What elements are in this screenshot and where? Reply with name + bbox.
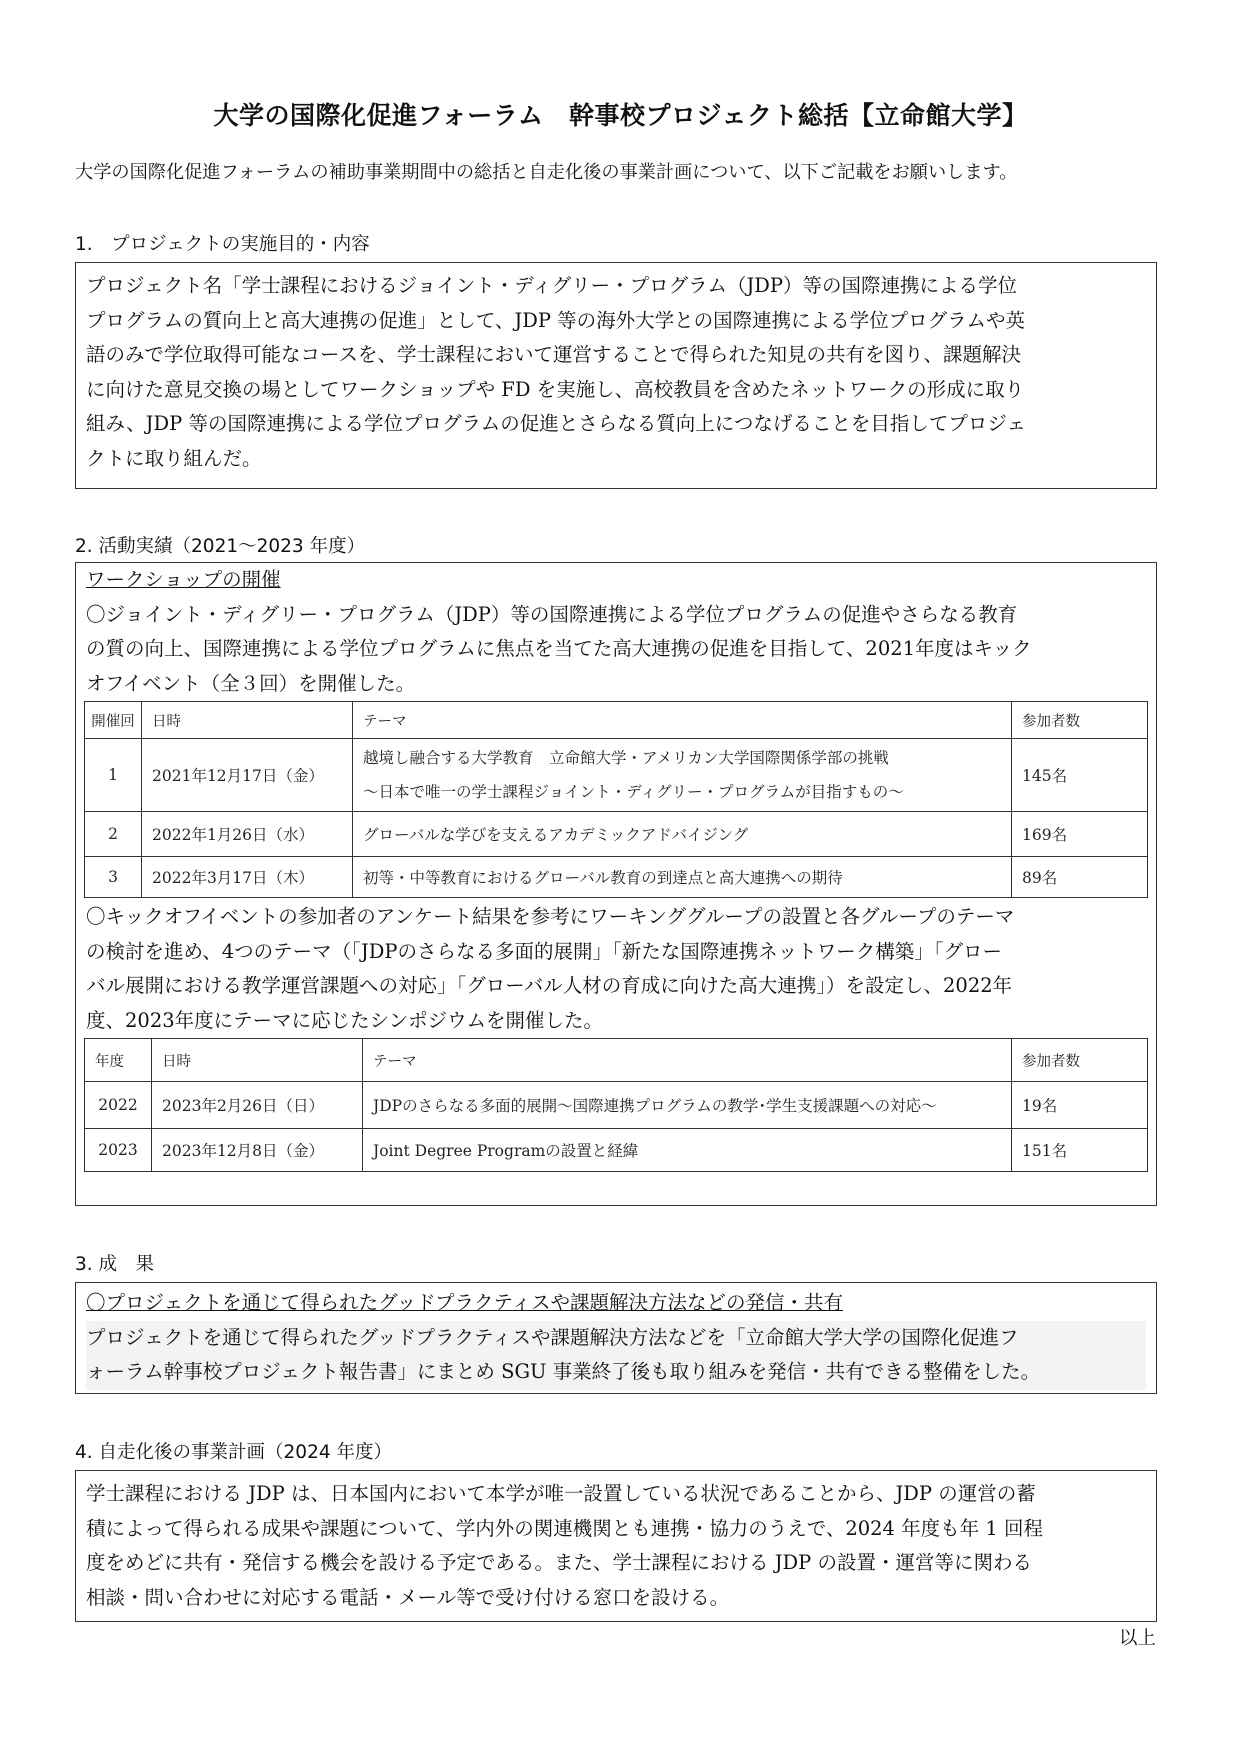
symposium-table <box>84 1038 1148 1172</box>
section-2-line: の質の向上、国際連携による学位プログラムに焦点を当てた高大連携の促進を目指して、2021年度はキック <box>86 637 1032 660</box>
section-1-line: 語のみで学位取得可能なコースを、学士課程において運営することで得られた知見の共有を図り、課題解決 <box>86 343 1022 366</box>
section-3-body <box>76 1286 1156 1390</box>
section-2-line: 度、2023年度にテーマに応じたシンポジウムを開催した。 <box>86 1008 603 1032</box>
section-2-line: 〇ジョイント・ディグリー・プログラム（JDP）等の国際連携による学位プログラムの促進やさらなる教育 <box>86 602 1018 626</box>
section-2-heading: 2. 活動実績（2021～2023 年度） <box>75 536 366 557</box>
section-4-line: 積によって得られる成果や課題について、学内外の関連機関とも連携・協力のうえで、2024 年度も年 1 回程 <box>86 1516 1043 1540</box>
table-header-cell: 参加者数 <box>1012 702 1148 739</box>
symposium-date: 2023年2月26日（日） <box>152 1082 363 1129</box>
event-number: 1 <box>85 739 142 812</box>
table-header-cell: 開催回 <box>85 702 142 739</box>
event-theme <box>353 739 1012 812</box>
section-1-line: クトに取り組んだ。 <box>86 446 262 470</box>
symposium-attendance: 19名 <box>1012 1082 1148 1129</box>
table-header-cell: テーマ <box>353 702 1012 739</box>
table-row <box>85 1082 1148 1129</box>
table-row <box>85 739 1148 812</box>
table-header-cell: 日時 <box>142 702 353 739</box>
section-3-box <box>75 1282 1157 1394</box>
event-attendance: 169名 <box>1012 812 1148 857</box>
workshop-subheading: ワークショップの開催 <box>86 568 281 591</box>
results-subheading: 〇プロジェクトを通じて得られたグッドプラクティスや課題解決方法などの発信・共有 <box>86 1291 843 1314</box>
section-2-line: 〇キックオフイベントの参加者のアンケート結果を参考にワーキンググループの設置と各グループのテーマ <box>86 905 1015 928</box>
section-1-heading: 1. プロジェクトの実施目的・内容 <box>75 234 370 255</box>
event-theme-line: 越境し融合する大学教育 立命館大学・アメリカン大学国際関係学部の挑戦 <box>363 749 889 767</box>
section-4-heading: 4. 自走化後の事業計画（2024 年度） <box>75 1442 392 1463</box>
section-4-box <box>75 1470 1157 1622</box>
section-1-line: プログラムの質向上と高大連携の促進」として、JDP 等の海外大学との国際連携による学位プログラムや英 <box>86 308 1025 332</box>
event-number: 2 <box>85 812 142 857</box>
section-1-line: 組み、JDP 等の国際連携による学位プログラムの促進とさらなる質向上につなげることを目指してプロジェ <box>86 412 1026 435</box>
table-header-cell: 参加者数 <box>1012 1039 1148 1082</box>
table-header-row <box>85 702 1148 739</box>
section-1-line: プロジェクト名「学士課程におけるジョイント・ディグリー・プログラム（JDP）等の国際連携による学位 <box>86 274 1018 297</box>
symposium-theme: JDPのさらなる多面的展開～国際連携プログラムの教学･学生支援課題への対応～ <box>363 1082 1012 1129</box>
section-3-line: プロジェクトを通じて得られたグッドプラクティスや課題解決方法などを「立命館大学大学の国際化促進フ <box>86 1321 1146 1356</box>
section-4-body <box>76 1477 1156 1615</box>
event-number: 3 <box>85 857 142 898</box>
section-4-line: 相談・問い合わせに対応する電話・メール等で受け付ける窓口を設ける。 <box>86 1585 730 1609</box>
symposium-year: 2022 <box>85 1082 152 1129</box>
event-date: 2021年12月17日（金） <box>142 739 353 812</box>
table-row <box>85 812 1148 857</box>
symposium-theme: Joint Degree Programの設置と経緯 <box>363 1129 1012 1172</box>
section-1-line: に向けた意見交換の場としてワークショップや FD を実施し、高校教員を含めたネットワークの形成に取り <box>86 377 1025 401</box>
table-header-cell: 日時 <box>152 1039 363 1082</box>
section-4-line: 学士課程における JDP は、日本国内において本学が唯一設置している状況であることから、JDP の運営の蓄 <box>86 1482 1036 1505</box>
table-header-row <box>85 1039 1148 1082</box>
event-theme: 初等・中等教育におけるグローバル教育の到達点と高大連携への期待 <box>353 857 1012 898</box>
table-header-cell: テーマ <box>363 1039 1012 1082</box>
section-1-box <box>75 262 1157 489</box>
symposium-date: 2023年12月8日（金） <box>152 1129 363 1172</box>
section-1-body <box>76 269 1156 476</box>
section-2-line: の検討を進め、4つのテーマ（「JDPのさらなる多面的展開」「新たな国際連携ネットワーク構築」「グロー <box>86 939 1002 963</box>
section-2-body-2 <box>76 900 1156 1038</box>
table-row <box>85 857 1148 898</box>
section-2-line: オフイベント（全３回）を開催した。 <box>86 671 416 695</box>
section-2-body <box>76 563 1156 701</box>
event-date: 2022年3月17日（木） <box>142 857 353 898</box>
event-date: 2022年1月26日（水） <box>142 812 353 857</box>
section-3-line: ォーラム幹事校プロジェクト報告書」にまとめ SGU 事業終了後も取り組みを発信・共有できる整備をした。 <box>86 1355 1146 1390</box>
event-theme: グローバルな学びを支えるアカデミックアドバイジング <box>353 812 1012 857</box>
document-title: 大学の国際化促進フォーラム 幹事校プロジェクト総括【立命館大学】 <box>213 101 1028 130</box>
kickoff-events-table <box>84 701 1148 898</box>
symposium-attendance: 151名 <box>1012 1129 1148 1172</box>
intro-text: 大学の国際化促進フォーラムの補助事業期間中の総括と自走化後の事業計画について、以下ご記載をお願いします。 <box>75 162 1018 183</box>
section-2-line: バル展開における教学運営課題への対応」「グローバル人材の育成に向けた高大連携」）を設定し、2022年 <box>86 974 1013 997</box>
table-header-cell: 年度 <box>85 1039 152 1082</box>
event-theme-line: ～日本で唯一の学士課程ジョイント・ディグリー・プログラムが目指すもの～ <box>363 783 904 801</box>
section-4-line: 度をめどに共有・発信する機会を設ける予定である。また、学士課程における JDP の設置・運営等に関わる <box>86 1551 1032 1574</box>
section-3-heading: 3. 成 果 <box>75 1254 155 1275</box>
section-2-box <box>75 562 1157 1206</box>
event-attendance: 145名 <box>1012 739 1148 812</box>
event-attendance: 89名 <box>1012 857 1148 898</box>
closing-mark: 以上 <box>1119 1628 1157 1649</box>
symposium-year: 2023 <box>85 1129 152 1172</box>
table-row <box>85 1129 1148 1172</box>
